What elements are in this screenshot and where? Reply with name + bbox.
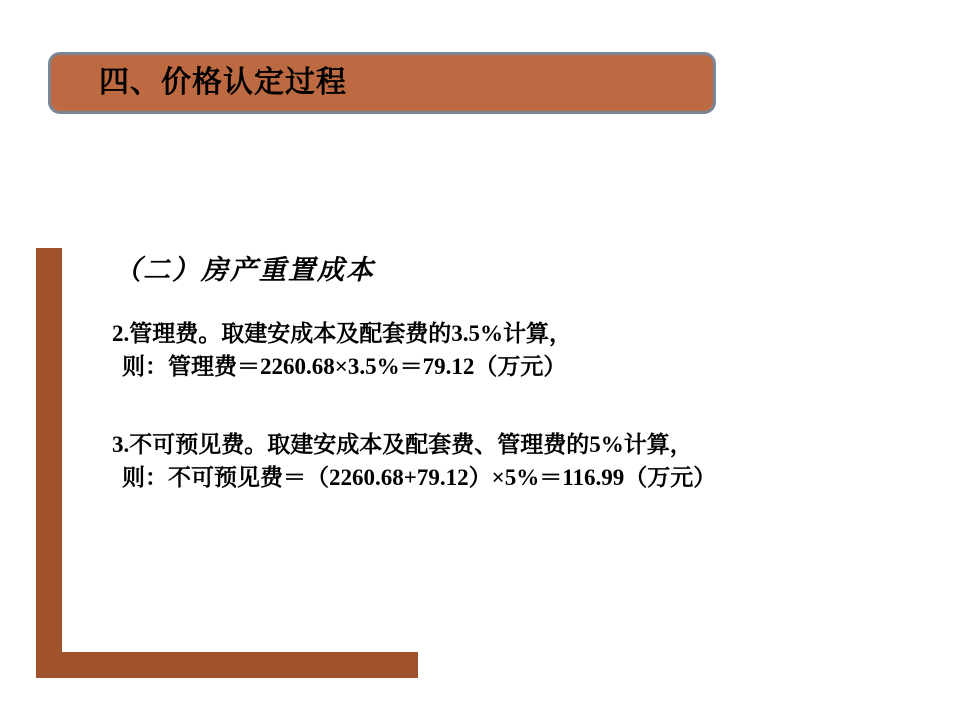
paragraph-spacer <box>100 410 930 428</box>
decorative-bracket-horizontal <box>36 652 418 678</box>
section-subheading: （二）房产重置成本 <box>114 255 375 285</box>
content-item-2-line-1: 3.不可预见费。取建安成本及配套费、管理费的5%计算， <box>112 431 693 457</box>
page-title: 四、价格认定过程 <box>99 65 347 100</box>
content-item-1-line-1: 2.管理费。取建安成本及配套费的3.5%计算， <box>112 321 572 346</box>
content-item-2-line-2: 则：不可预见费＝（2260.68+79.12）×5%＝116.99（万元） <box>122 465 717 491</box>
content-item-2 <box>100 428 930 495</box>
content-item-1-line-2: 则：管理费＝2260.68×3.5%＝79.12（万元） <box>122 354 567 380</box>
slide-title-banner <box>48 52 716 114</box>
slide-content <box>100 248 930 520</box>
decorative-bracket-vertical <box>36 248 62 678</box>
content-item-1 <box>100 317 930 384</box>
